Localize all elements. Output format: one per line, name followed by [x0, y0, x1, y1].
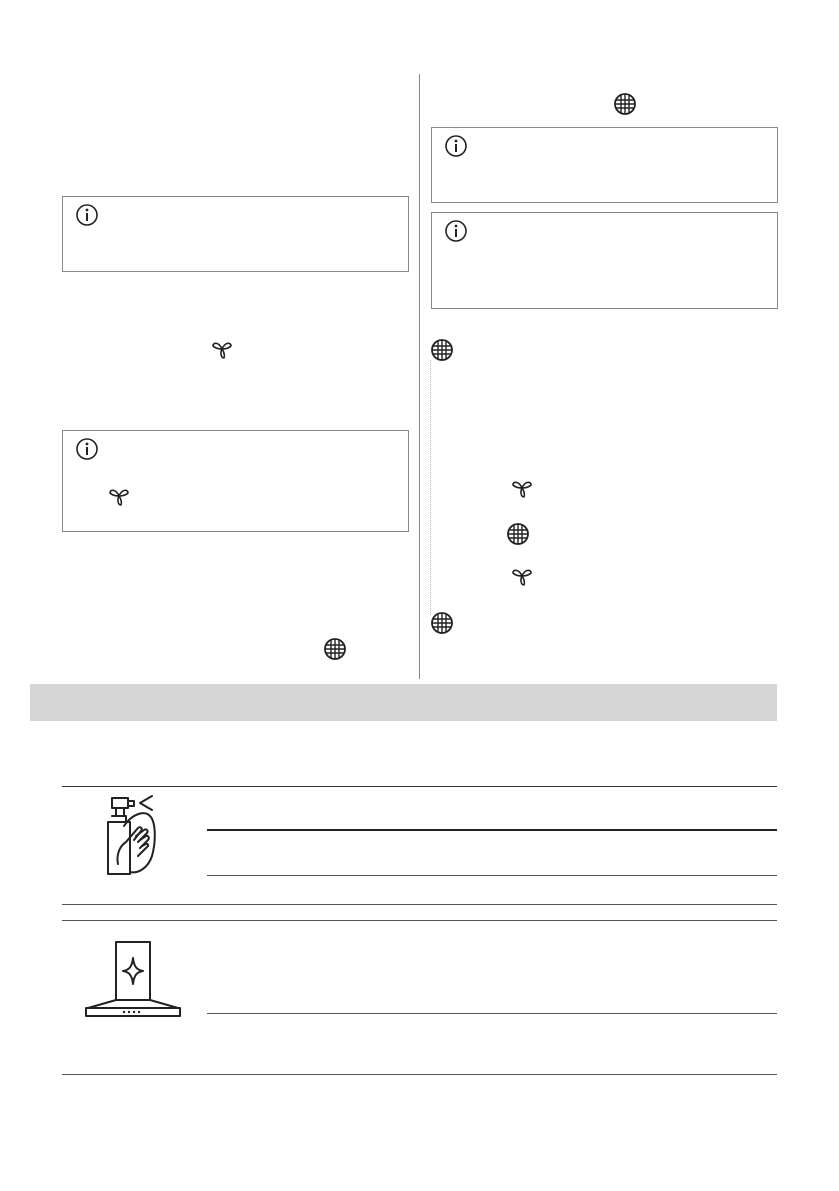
grease-filter-grid-icon [430, 338, 454, 362]
fan-icon [510, 564, 534, 588]
spray-cleaning-icon [98, 792, 162, 876]
info-icon [75, 203, 99, 227]
grease-filter-grid-icon [430, 611, 454, 635]
fan-icon [210, 337, 234, 361]
row-rule [207, 875, 777, 876]
table-rule [62, 920, 777, 921]
column-divider [419, 74, 420, 679]
grease-filter-grid-icon [613, 92, 637, 116]
table-top-rule [62, 786, 777, 787]
info-icon [75, 437, 99, 461]
table-bottom-rule [62, 1074, 777, 1075]
info-icon [444, 219, 468, 243]
fan-icon [107, 484, 131, 508]
dotted-guide [430, 360, 431, 615]
info-note-box-4 [431, 212, 778, 309]
info-icon [444, 134, 468, 158]
grease-filter-grid-icon [506, 522, 530, 546]
row-rule [207, 829, 777, 831]
info-note-box-3 [431, 127, 778, 203]
fan-icon [510, 476, 534, 500]
hood-shine-icon [84, 940, 182, 1020]
info-note-box-2 [62, 430, 409, 532]
info-note-box-1 [62, 196, 409, 272]
grease-filter-grid-icon [323, 637, 347, 661]
row-rule [207, 1013, 777, 1014]
table-rule [62, 904, 777, 905]
section-header-bar [30, 684, 777, 721]
